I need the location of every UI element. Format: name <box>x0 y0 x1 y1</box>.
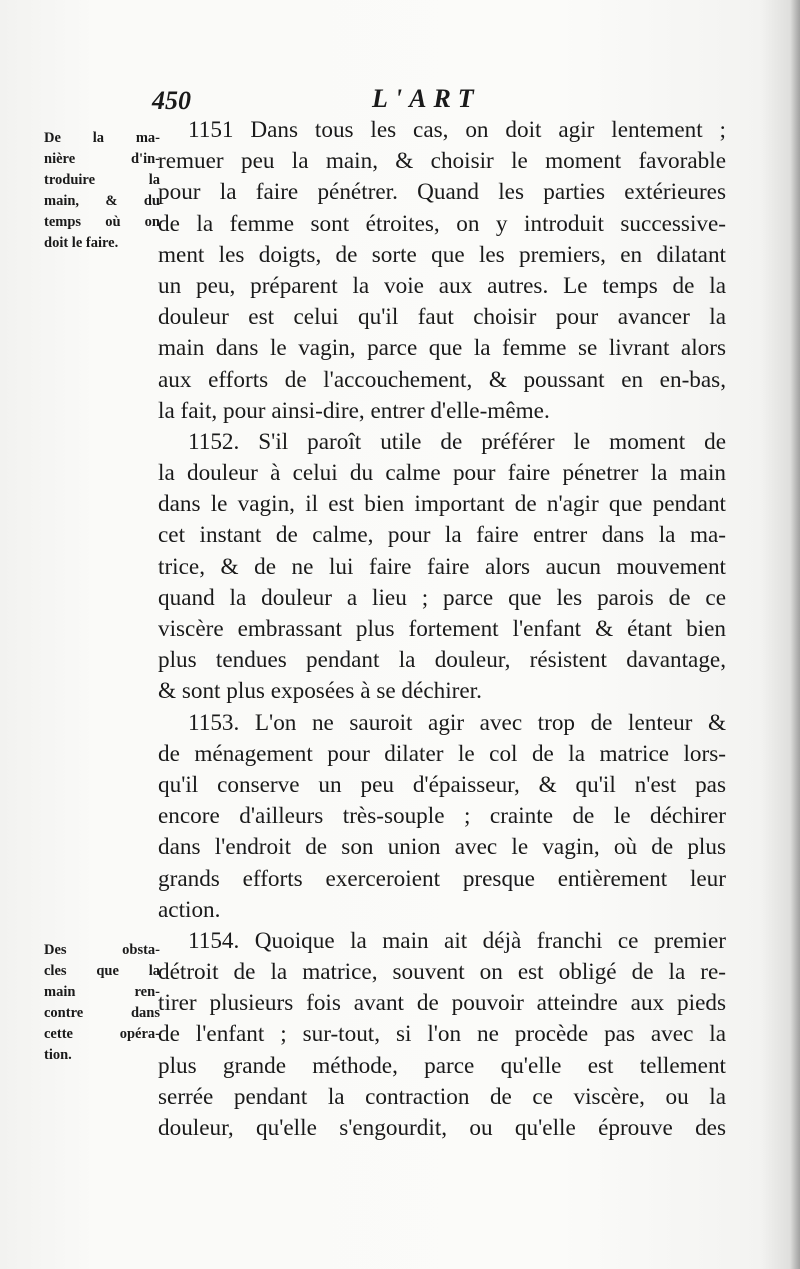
text-line: encore d'ailleurs très-souple ; crainte de le déchirer <box>158 803 726 830</box>
text-line: trice, & de ne lui faire faire alors aucun mouvement <box>158 553 726 580</box>
paragraph-1152 <box>158 427 726 708</box>
margin-note-line: Des obsta- <box>44 942 160 958</box>
margin-note-line: main ren- <box>44 984 160 1000</box>
margin-note-line: temps où on <box>44 214 160 230</box>
text-line: 1151 Dans tous les cas, on doit agir lentement ; <box>188 117 726 143</box>
page-edge-shadow <box>790 0 800 1269</box>
text-line: quand la douleur a lieu ; parce que les parois de ce <box>158 584 726 611</box>
margin-note-line: tion. <box>44 1047 72 1063</box>
margin-note-line: troduire la <box>44 172 160 188</box>
text-line: 1152. S'il paroît utile de préférer le moment de <box>188 428 726 455</box>
text-line: 1153. L'on ne sauroit agir avec trop de lenteur & <box>188 709 726 736</box>
text-line: de l'enfant ; sur-tout, si l'on ne procède pas avec la <box>158 1021 726 1048</box>
paragraph-1151 <box>158 115 726 427</box>
text-line: douleur est celui qu'il faut choisir pour avancer la <box>158 304 726 331</box>
text-line: pour la faire pénétrer. Quand les parties extérieures <box>158 179 726 206</box>
margin-note-line: De la ma- <box>44 130 160 146</box>
text-line: aux efforts de l'accouchement, & poussant en en-bas, <box>158 366 726 393</box>
margin-note-line: main, & du <box>44 193 160 209</box>
paragraph-1154 <box>158 926 726 1144</box>
text-line: & sont plus exposées à se déchirer. <box>158 678 482 705</box>
page-number: 450 <box>152 86 191 115</box>
page-header <box>0 82 800 118</box>
text-line: qu'il conserve un peu d'épaisseur, & qu'il n'est pas <box>158 771 726 798</box>
margin-note-introduction <box>44 128 160 254</box>
margin-note-line: doit le faire. <box>44 235 119 251</box>
text-line: détroit de la matrice, souvent on est obligé de la re- <box>158 959 726 986</box>
margin-note-obstacles <box>44 940 160 1066</box>
margin-note-line: cles que la <box>44 963 160 979</box>
text-line: serrée pendant la contraction de ce viscère, ou la <box>158 1083 726 1110</box>
text-line: un peu, préparent la voie aux autres. Le temps de la <box>158 272 726 299</box>
margin-note-line: cette opéra- <box>44 1026 160 1042</box>
text-line: ment les doigts, de sorte que les premiers, en dilatant <box>158 241 726 268</box>
text-line: cet instant de calme, pour la faire entrer dans la ma- <box>158 522 726 549</box>
text-line: viscère embrassant plus fortement l'enfant & étant bien <box>158 616 726 642</box>
text-line: main dans le vagin, parce que la femme se livrant alors <box>158 335 726 362</box>
text-line: douleur, qu'elle s'engourdit, ou qu'elle éprouve des <box>158 1115 726 1141</box>
text-line: action. <box>158 896 221 923</box>
margin-note-line: contre dans <box>44 1005 160 1021</box>
text-line: la douleur à celui du calme pour faire pénetrer la main <box>158 460 726 487</box>
running-head: L'ART <box>372 84 481 113</box>
text-line: dans l'endroit de son union avec le vagin, où de plus <box>158 834 726 861</box>
text-line: remuer peu la main, & choisir le moment favorable <box>158 148 726 175</box>
paragraph-1153 <box>158 708 726 926</box>
text-line: plus tendues pendant la douleur, résistent davantage, <box>158 647 726 674</box>
text-line: plus grande méthode, parce qu'elle est tellement <box>158 1052 726 1079</box>
margin-note-line: nière d'in- <box>44 151 160 167</box>
text-line: dans le vagin, il est bien important de n'agir que pendant <box>158 491 726 518</box>
body-text <box>158 115 726 1144</box>
text-line: grands efforts exerceroient presque entièrement leur <box>158 865 726 892</box>
text-line: la fait, pour ainsi-dire, entrer d'elle-même. <box>158 397 550 424</box>
text-line: de ménagement pour dilater le col de la matrice lors- <box>158 740 726 767</box>
text-line: 1154. Quoique la main ait déjà franchi ce premier <box>188 927 726 954</box>
text-line: tirer plusieurs fois avant de pouvoir atteindre aux pieds <box>158 990 726 1017</box>
text-line: de la femme sont étroites, on y introduit successive- <box>158 210 726 237</box>
